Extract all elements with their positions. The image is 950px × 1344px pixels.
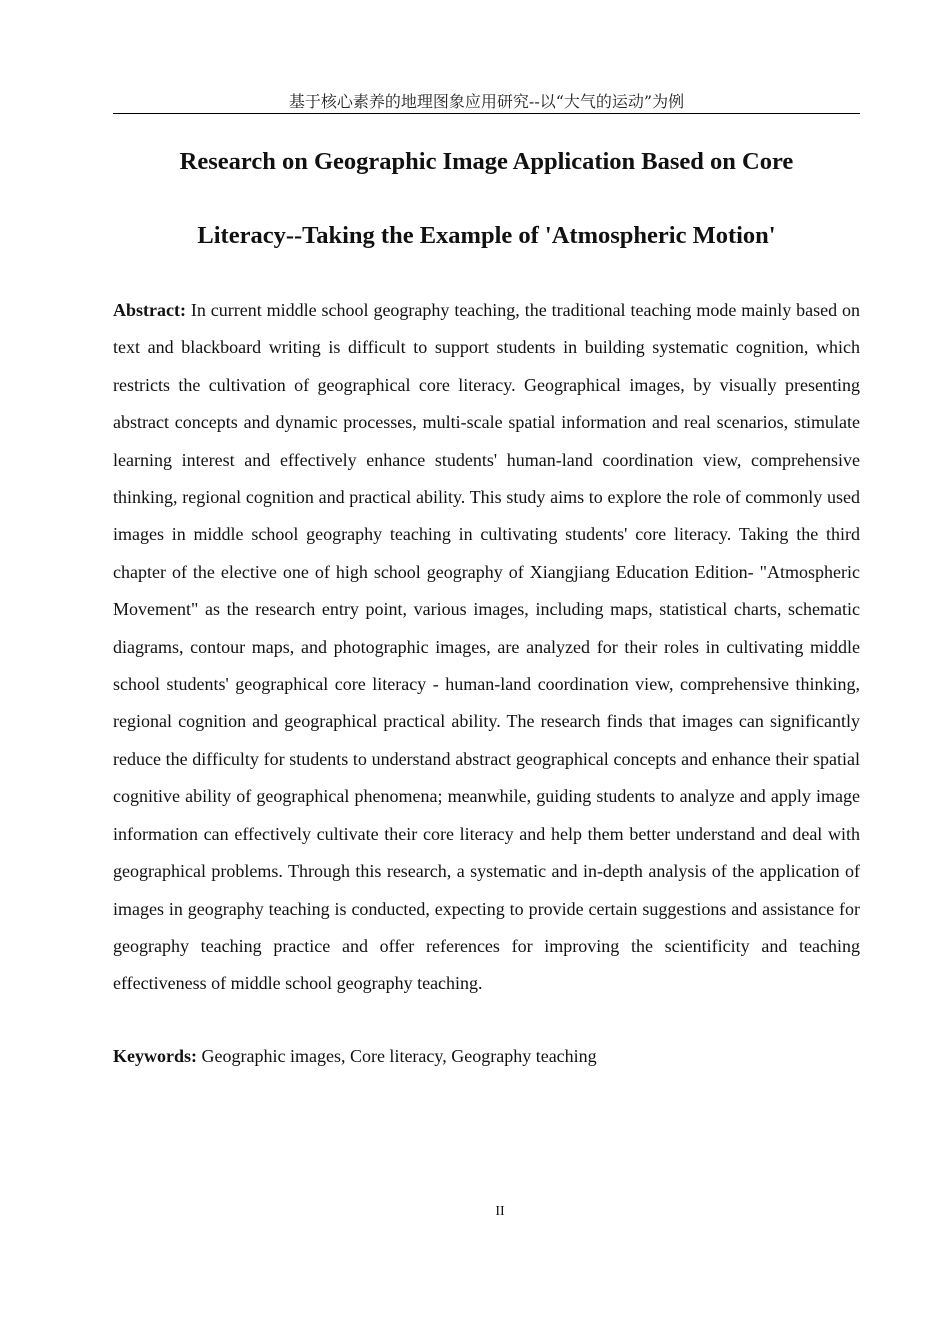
abstract-text: In current middle school geography teaching, the traditional teaching mode mainly based on text and blackboard writing is difficult to support students in building systematic cognition, which restricts the cultivation of geographical core literacy. Geographical images, by visually presenting abstract concepts and dynamic processes, multi-scale spatial information and real scenarios, stimulate learning interest and effectively enhance students' human-land coordination view, comprehensive thinking, regional cognition and practical ability. This study aims to explore the role of commonly used images in middle school geography teaching in cultivating students' core literacy. Taking the third chapter of the elective one of high school geography of Xiangjiang Education Edition- "Atmospheric Movement" as the research entry point, various images, including maps, statistical charts, schematic diagrams, contour maps, and photographic images, are analyzed for their roles in cultivating middle school students' geographical core literacy - human-land coordination view, comprehensive thinking, regional cognition and geographical practical ability. The research finds that images can significantly reduce the difficulty for students to understand abstract geographical concepts and enhance their spatial cognitive ability of geographical phenomena; meanwhile, guiding students to analyze and apply image information can effectively cultivate their core literacy and help them better understand and deal with geographical problems. Through this research, a systematic and in-depth analysis of the application of images in geography teaching is conducted, expecting to provide certain suggestions and assistance for geography teaching practice and offer references for improving the scientificity and teaching effectiveness of middle school geography teaching.: [113, 300, 861, 994]
keywords-label: Keywords:: [113, 1046, 197, 1066]
paper-title-line-1: Research on Geographic Image Application Based on Core: [179, 148, 794, 175]
keywords-paragraph: [113, 1041, 860, 1071]
abstract-label: Abstract:: [113, 300, 186, 320]
paper-title-line-2: Literacy--Taking the Example of 'Atmospheric Motion': [197, 222, 776, 249]
keywords-text: Geographic images, Core literacy, Geography teaching: [201, 1046, 597, 1066]
page-number: II: [495, 1204, 505, 1219]
running-header: 基于核心素养的地理图象应用研究--以“大气的运动”为例: [113, 91, 860, 114]
abstract-paragraph: [113, 292, 860, 1003]
